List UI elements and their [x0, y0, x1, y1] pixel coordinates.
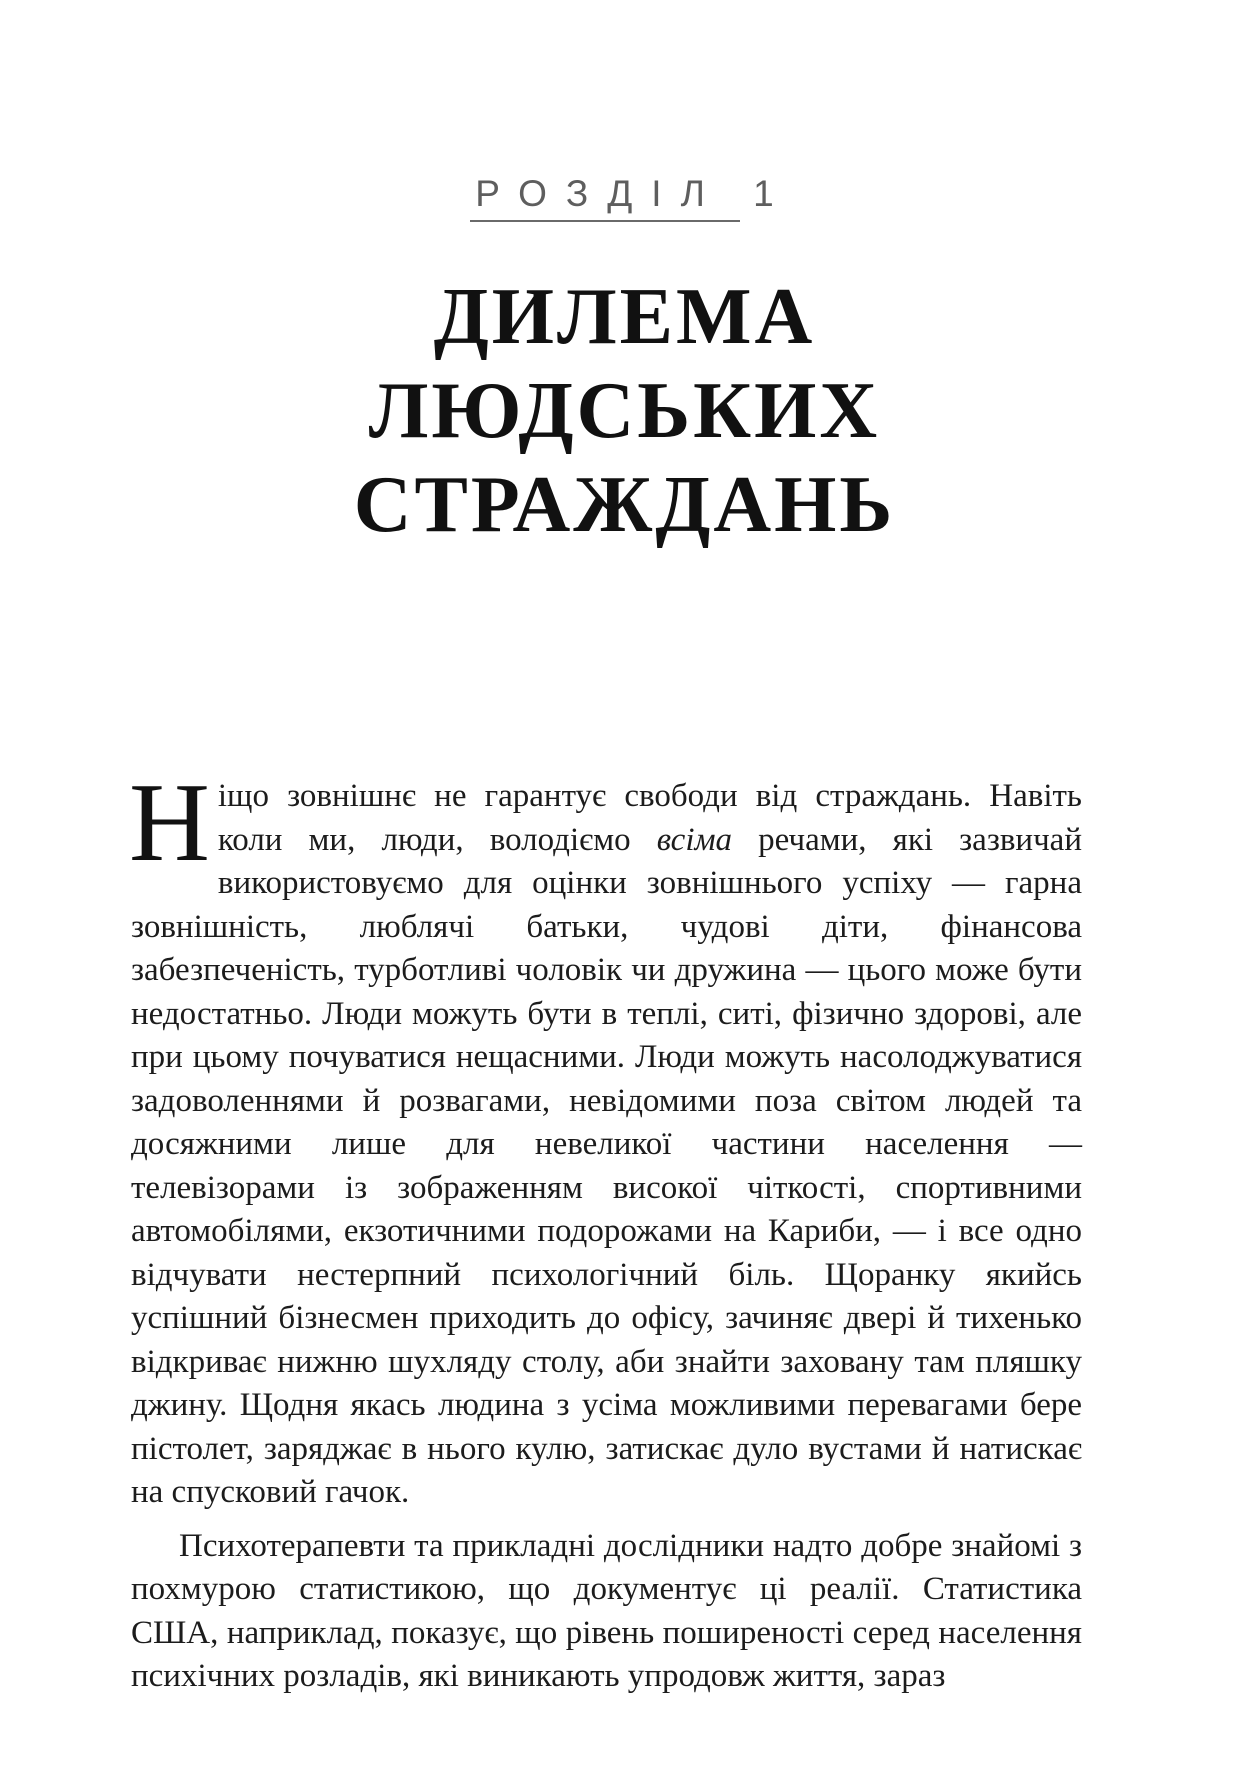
- chapter-divider: [470, 220, 740, 222]
- chapter-label: РОЗДІЛ 1: [475, 173, 793, 214]
- paragraph-1: [129, 761, 1082, 1515]
- body-text: [129, 761, 1082, 1699]
- paragraph-1-text-end: речами, які зазвичай використовуємо для оцінки зовнішнього успіху — гарна зовнішність, люблячі батьки, чудові діти, фінансова забезпеченість, турботливі чоловік чи дружина — цього може бути недостатньо. Люди можуть бути в теплі, ситі, фізично здорові, але при цьому почуватися нещасними. Люди можуть насолоджуватися задоволеннями й розвагами, невідомими поза світом людей та досяжними лише для невеликої частини населення — телевізорами із зображенням високої чіткості, спортивними автомобілями, екзотичними подорожами на Кариби, — і все одно відчувати нестерпний психологічний біль. Щоранку якийсь успішний бізнесмен приходить до офісу, зачиняє двері й тихенько відкриває нижню шухляду столу, аби знайти заховану там пляшку джину. Щодня якась людина з усіма можливими перевагами бере пістолет, заряджає в нього кулю, затискає дуло вустами й натискає на спусковий гачок.: [131, 821, 1082, 1510]
- paragraph-1-text-start: іщо зовнішнє не гарантує свободи від страждань. Навіть коли ми, люди, володіємо: [217, 778, 1082, 858]
- chapter-title-line-2: ЛЮДСЬКИХ: [368, 367, 881, 455]
- drop-cap: Н: [129, 761, 210, 885]
- chapter-title: [0, 270, 1249, 552]
- paragraph-2: Психотерапевти та прикладні дослідники надто добре знайомі з похмурою статистикою, що документує ці реалії. Статистика США, наприклад, показує, що рівень поширеності серед населення психічних розладів, які виникають упродовж життя, зараз: [131, 1527, 1082, 1694]
- paragraph-1-emphasis: всіма: [656, 821, 733, 858]
- chapter-title-line-1: ДИЛЕМА: [433, 273, 816, 361]
- chapter-title-line-3: СТРАЖДАНЬ: [353, 461, 896, 549]
